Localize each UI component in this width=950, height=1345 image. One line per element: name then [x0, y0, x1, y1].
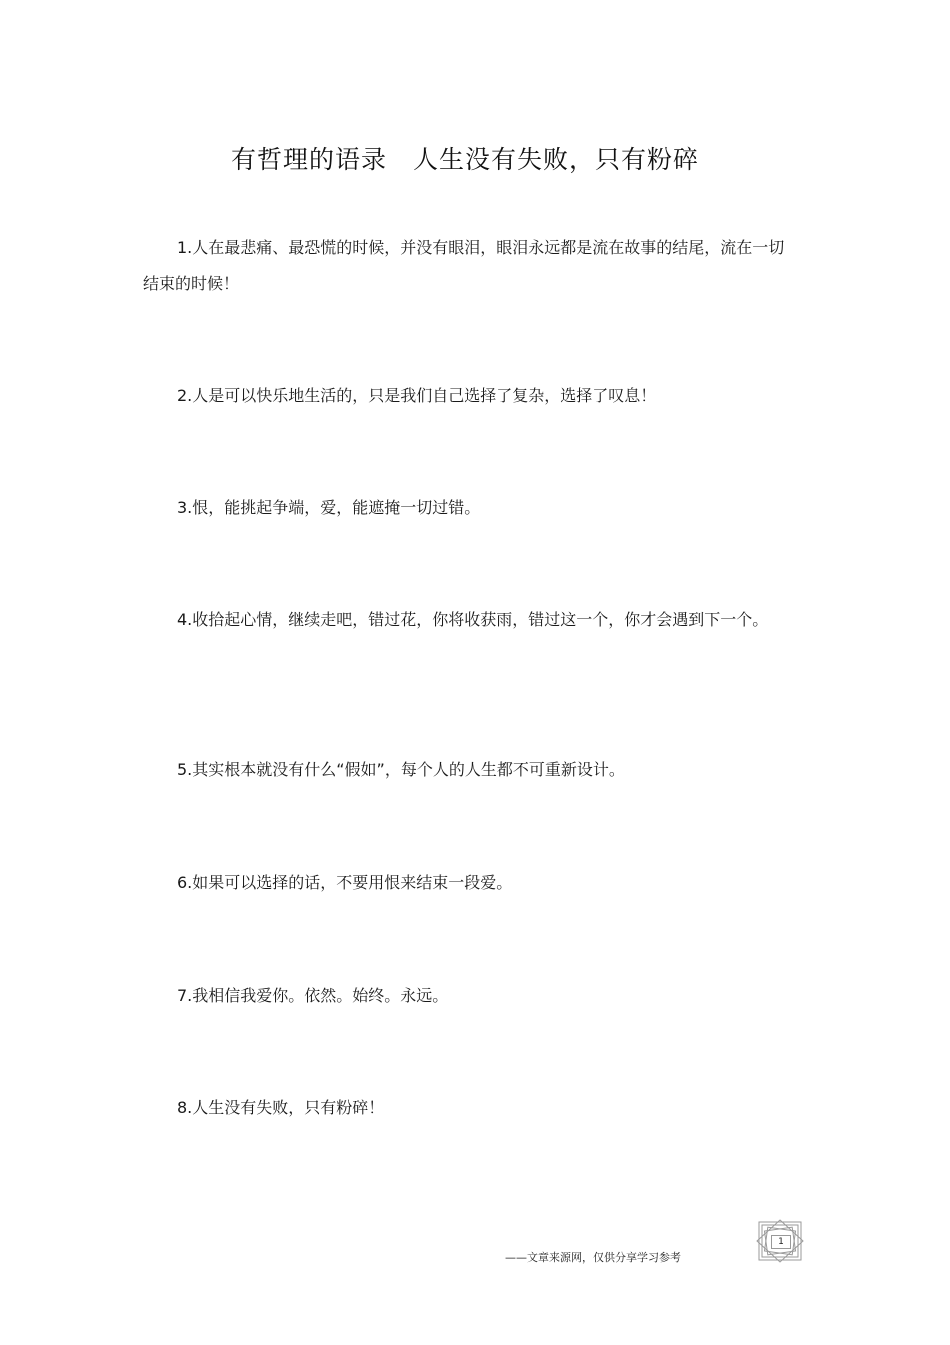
quote-number: 4. [177, 610, 193, 629]
quote-item-6 [143, 865, 793, 901]
page-number: 1 [771, 1235, 791, 1249]
quote-item-4 [143, 602, 793, 638]
quote-number: 6. [177, 873, 193, 892]
quote-text: 收拾起心情，继续走吧，错过花，你将收获雨，错过这一个，你才会遇到下一个。 [192, 610, 769, 629]
quote-item-7 [143, 978, 793, 1014]
quote-number: 8. [177, 1098, 193, 1117]
quote-text: 恨，能挑起争端，爱，能遮掩一切过错。 [192, 498, 481, 517]
quote-text: 人在最悲痛、最恐慌的时候，并没有眼泪，眼泪永远都是流在故事的结尾，流在一切结束的时候！ [143, 238, 785, 293]
quote-text: 人是可以快乐地生活的，只是我们自己选择了复杂，选择了叹息！ [192, 386, 657, 405]
quote-item-1 [143, 230, 793, 302]
footer-source-note: ——文章来源网，仅供分享学习参考 [505, 1251, 681, 1264]
quote-number: 7. [177, 986, 193, 1005]
quote-item-3 [143, 490, 793, 526]
quote-text: 人生没有失败，只有粉碎！ [192, 1098, 385, 1117]
quote-text: 我相信我爱你。依然。始终。永远。 [192, 986, 449, 1005]
quote-text: 如果可以选择的话，不要用恨来结束一段爱。 [192, 873, 513, 892]
quote-item-5 [143, 752, 793, 788]
quote-number: 3. [177, 498, 193, 517]
quote-text: 其实根本就没有什么“假如”，每个人的人生都不可重新设计。 [192, 760, 625, 779]
page-title: 有哲理的语录 人生没有失败，只有粉碎 [230, 145, 699, 174]
quote-number: 1. [177, 238, 193, 257]
quote-number: 2. [177, 386, 193, 405]
quote-number: 5. [177, 760, 193, 779]
quote-item-8 [143, 1090, 793, 1126]
quote-item-2 [143, 378, 793, 414]
